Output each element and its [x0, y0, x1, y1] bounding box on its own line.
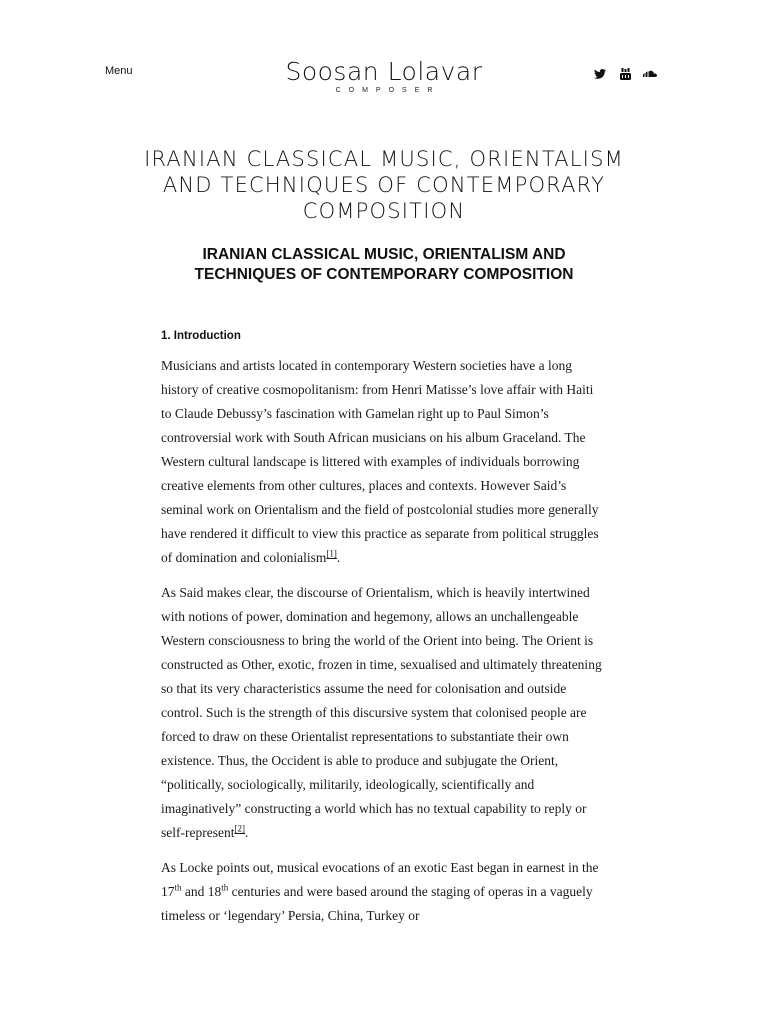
superscript-th-1: th: [174, 882, 182, 893]
paragraph-2-text: As Said makes clear, the discourse of Orientalism, which is heavily intertwined with notions of power, domination and hegemony, allows an unchallengeable Western consciousness to bring the world of the Orient into being. The Orient is constructed as Other, exotic, frozen in time, sexualised and ultimately threatening so that its very characteristics assume the need for colonisation and outside control. Such is the strength of this discursive system that colonised people are forced to draw on these Orientalist representations to substantiate their own existence. Thus, the Occident is able to produce and subjugate the Orient, “politically, sociologically, militarily, ideologically, scientifically and imaginatively” constructing a world which has no textual capability to reply or self-represent: [161, 585, 602, 840]
paragraph-3-text-b: and 18: [181, 884, 222, 899]
superscript-th-2: th: [221, 882, 229, 893]
article-body: [161, 330, 607, 939]
paragraph-2-end: .: [244, 825, 249, 840]
paragraph-3: [161, 856, 607, 928]
paragraph-1-text: Musicians and artists located in contemporary Western societies have a long history of creative cosmopolitanism: from Henri Matisse’s love affair with Haiti to Claude Debussy’s fascination with Gamelan right up to Paul Simon’s controversial work with South African musicians on his album Graceland. The Western cultural landscape is littered with examples of individuals borrowing creative elements from other cultures, places and contexts. However Said’s seminal work on Orientalism and the field of postcolonial studies more generally have rendered it difficult to view this practice as separate from political struggles of domination and colonialism: [161, 358, 599, 565]
soundcloud-icon[interactable]: [642, 67, 658, 81]
site-header: [0, 0, 768, 110]
youtube-icon[interactable]: [617, 67, 633, 81]
paragraph-3-text-c: centuries and were based around the staging of operas in a vaguely timeless or ‘legendary’ Persia, China, Turkey or: [161, 884, 593, 923]
paragraph-1: [161, 354, 607, 570]
section-heading: 1. Introduction: [161, 330, 241, 342]
site-logo[interactable]: Soosan Lolavar: [285, 57, 483, 86]
paragraph-1-end: .: [336, 550, 341, 565]
twitter-icon[interactable]: [592, 67, 608, 81]
social-links: [592, 67, 658, 81]
menu-button[interactable]: Menu: [105, 65, 133, 77]
page-title: IRANIAN CLASSICAL MUSIC, ORIENTALISM AND TECHNIQUES OF CONTEMPORARY COMPOSITION: [144, 147, 624, 223]
paragraph-3-text-a: As Locke points out, musical evocations of an exotic East began in earnest in the 17: [161, 860, 599, 899]
footnote-link-1[interactable]: [1]: [326, 548, 337, 559]
footnote-link-2[interactable]: [2]: [234, 823, 245, 834]
paragraph-2: [161, 581, 607, 845]
site-tagline: COMPOSER: [335, 87, 441, 94]
article-subtitle: IRANIAN CLASSICAL MUSIC, ORIENTALISM AND TECHNIQUES OF CONTEMPORARY COMPOSITION: [194, 246, 574, 283]
